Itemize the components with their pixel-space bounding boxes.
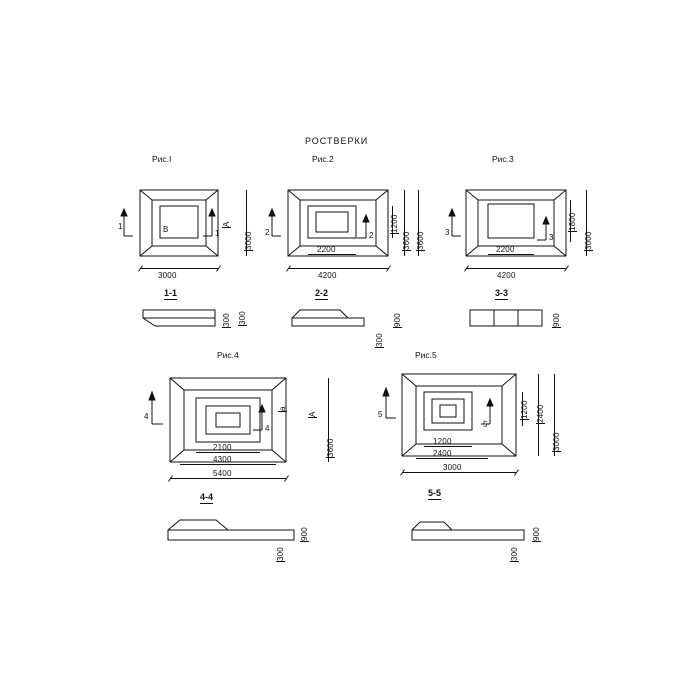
fig5-dim-inner1: 1200 — [433, 437, 452, 446]
fig3-section-label: 3-3 — [495, 288, 509, 298]
fig3-dim-bottom-inner: 2200 — [496, 245, 515, 254]
fig4-dim-bottom: 5400 — [213, 469, 232, 478]
fig4-profile-dim-2: 300 — [276, 547, 285, 561]
fig5-section-label: 5-5 — [428, 488, 442, 498]
drawing-title: РОСТВЕРКИ — [305, 136, 369, 146]
fig2-section-label: 2-2 — [315, 288, 329, 298]
fig1-mark-right: 1 — [215, 229, 220, 238]
fig5-mark-right: 5 — [483, 420, 488, 429]
fig3-dim-right: 3000 — [584, 231, 593, 250]
fig2-dim-right-inner: 1200 — [390, 214, 399, 233]
fig2-profile-dim-2: 300 — [375, 333, 384, 347]
fig1-mark-left: 1 — [118, 222, 123, 231]
fig5-profile-dim-1: 900 — [532, 527, 541, 541]
fig3-dim-right-inner: 1800 — [568, 212, 577, 231]
fig4-section-label: 4-4 — [200, 492, 214, 502]
figure-caption-5: Рис.5 — [415, 350, 437, 360]
fig1-profile-dim-2: 300 — [238, 311, 247, 325]
fig1-inner-height-label: А — [222, 221, 231, 227]
figure-caption-2: Рис.2 — [312, 154, 334, 164]
fig1-dim-right: 3000 — [244, 231, 253, 250]
figure-caption-1: Рис.I — [152, 154, 172, 164]
figure-caption-3: Рис.3 — [492, 154, 514, 164]
fig1-dim-bottom: 3000 — [158, 271, 177, 280]
fig3-profile-dim-1: 900 — [552, 313, 561, 327]
fig4-dim-inner2: 4300 — [213, 455, 232, 464]
fig3-mark-left: 3 — [445, 228, 450, 237]
fig4-mark-left: 4 — [144, 412, 149, 421]
fig3-dim-bottom: 4200 — [497, 271, 516, 280]
figure-caption-4: Рис.4 — [217, 350, 239, 360]
fig5-profile-dim-2: 300 — [510, 547, 519, 561]
fig2-dim-bottom: 4200 — [318, 271, 337, 280]
fig4-dim-right: 3600 — [326, 438, 335, 457]
fig4-dim-inner1: 2100 — [213, 443, 232, 452]
fig5-dim-right: 3000 — [552, 432, 561, 451]
fig4-side-A: А — [308, 411, 317, 417]
fig1-profile-dim-1: 300 — [222, 313, 231, 327]
fig4-mark-right: 4 — [265, 424, 270, 433]
fig4-profile-dim-1: 900 — [300, 527, 309, 541]
fig2-mark-right: 2 — [369, 231, 374, 240]
fig5-dim-inner2: 2400 — [433, 449, 452, 458]
fig5-mark-left: 5 — [378, 410, 383, 419]
fig5-dim-bottom: 3000 — [443, 463, 462, 472]
fig2-mark-left: 2 — [265, 228, 270, 237]
fig4-side-a: а — [278, 406, 287, 411]
fig5-dim-right-inner: 1200 — [520, 400, 529, 419]
fig2-profile-dim-1: 900 — [393, 313, 402, 327]
fig3-mark-right: 3 — [549, 233, 554, 242]
fig2-dim-right-mid: 3600 — [402, 231, 411, 250]
fig5-dim-right-mid: 2400 — [536, 404, 545, 423]
fig2-dim-bottom-inner: 2200 — [317, 245, 336, 254]
fig1-inner-width-label: В — [163, 225, 169, 234]
fig1-section-label: 1-1 — [164, 288, 178, 298]
fig2-dim-right: 3600 — [416, 231, 425, 250]
